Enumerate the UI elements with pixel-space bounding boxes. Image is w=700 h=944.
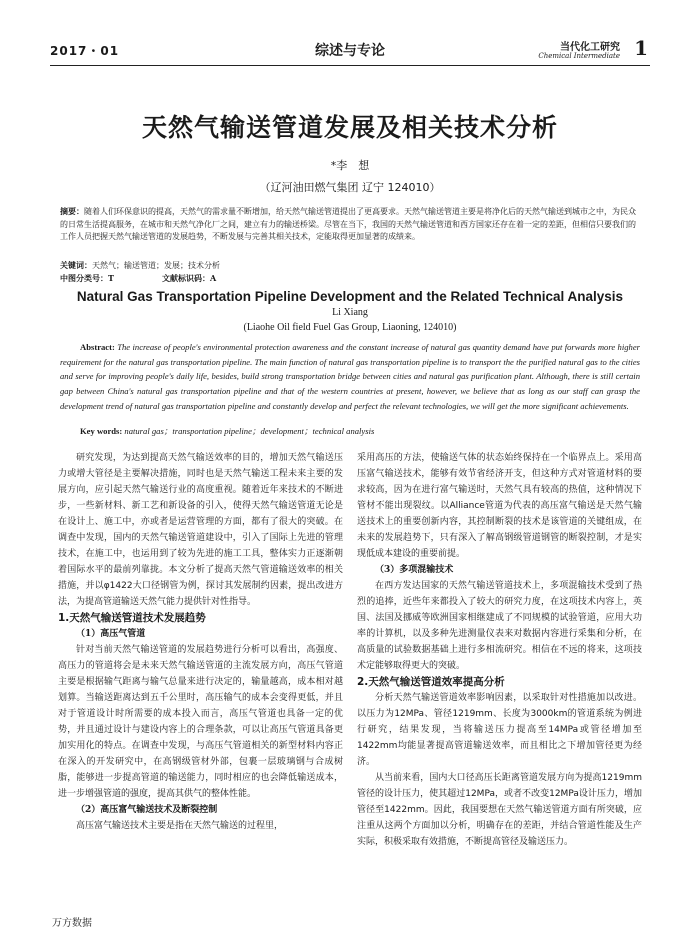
section-name: 综述与专论 [315,43,385,59]
clc-label: 中图分类号： [60,273,108,283]
abstract-cn [60,206,640,244]
journal-name-cn: 当代化工研究 [560,42,620,53]
journal-name-en: Chemical Intermediate [538,52,620,60]
intro-paragraph: 研究发现，为达到提高天然气输送效率的目的，增加天然气输送压力或增大管径是主要解决措施，同时也是天然气输送工程未来主要的发展方向，应引起天然气输送行业的高度重视。随着近年来技术的不断进步，一些新材料、新工艺和新设备的引入，使得天然气输送管道无论是在设计上、施工中，亦或者是运营管理的方面，都有了很大的突破。在调查中发现，国内的天然气输送管道建设中，引入了国际上先进的管理技术，在施工中，也运用到了较为先进的施工工具，整体实力正逐渐朝着国际水平的最前列靠拢。本文分析了提高天然气管道输送效率的相关措施，并以φ1422大口径钢管为例，探讨其发展制约因素，提出改进方法，为提高管道输送天然气能力提供针对性指导。 [58,453,343,607]
footer-source: 万方数据 [52,918,92,929]
english-affiliation: (Liaohe Oil field Fuel Gas Group, Liaoning, 124010) [243,322,457,333]
section-heading-1: 1.天然气输送管道技术发展趋势 [58,612,206,624]
section-heading-2: 2.天然气输送管道效率提高分析 [357,676,505,688]
abstract-cn-text: 随着人们环保意识的提高，天然气的需求量不断增加，给天然气输送管道提出了更高要求。天然气输送管道主要是将净化后的天然气输送到城市之中，为民众的日常生活提高服务，在城市和天然气净化厂之间，建立有力的输送桥梁。尽管在当下，我国的天然气输送管道和西方国家还存在着一定的差距，但相信只要我们的工作人员把握天然气输送管道的发展趋势，不断发展与完善其相关技术，定能取得更加显著的成绩来。 [60,207,636,242]
paragraph: 从当前来看，国内大口径高压长距离管道发展方向为提高1219mm管径的设计压力，使其超过12MPa，或者不改变12MPa设计压力，增加管径至1422mm。因此，我国要想在天然气输送管道方面有所突破，应注重从这两个方面加以分析，明确存在的差距，并结合管道性能及生产实际，积极采取有效措施，不断提高管径及输送压力。 [357,773,642,847]
paragraph: 针对当前天然气输送管道的发展趋势进行分析可以看出，高强度、高压力的管道将会是未来天然气输送管道的主流发展方向，高压气管道主要是根据输气距离与输气总量来进行决定的，输量越高，成本相对越划算。当输送距离达到五千公里时，高压输气的成本会变得更低，并且对于管道设计时所需要的成本投入而言，高压气管道也具备一定的优势，并且通过设计与建设内容上的合理条款，可以让高压气管道具备更加实用化的特点。在调查中发现，与高压气管道相关的新型材料内容正在深入的开发研究中，在高钢级管材外部，包裹一层玻璃钢与合成树脂，能够进一步提高管道的输送能力，同时相应的也会降低输送成本，进一步增强管道的强度，提高其供气的整体性能。 [58,645,343,799]
affiliation: （辽河油田燃气集团 辽宁 124010） [259,181,441,194]
subsection-heading-1-1: （1）高压气管道 [76,629,146,639]
english-abstract: Abstract: The increase of people's environmental protection awareness and the constant increase of natural gas quantity demand have put forwards more higher requirement for the natural gas transportation pipeline. The main function of natural gas transportation pipeline is to transport the the purified natural gas to the cities and serve for improving people's daily life, besides, build strong transportation bridge between cities and natural gas purification plant. Although, there is still certain gap between China's natural gas transportation pipeline and that of the western countries at present, however, we believe that as long as our staff can grasp the development trend of natural gas transportation pipeline and constantly develop and perfect the relevant technologies, we will get the more significant achievements. [60,342,640,411]
paragraph: 分析天然气输送管道效率影响因素，以采取针对性措施加以改进。以压力为12MPa、管径1219mm、长度为3000km的管道系统为例进行研究，结果发现，当将输送压力提高至14MPa或管径增加至1422mm均能显著提高管道输送效率，而且相比之下增加管径更为经济。 [357,693,642,767]
english-keywords: Key words: natural gas；transportation pipeline；development；technical analysis [80,426,375,436]
keywords-cn-label: 关键词： [60,260,92,270]
english-abstract-text: The increase of people's environmental protection awareness and the constant increase of natural gas quantity demand have put forwards more higher requirement for the natural gas transportation pipeline. The main function of natural gas transportation pipeline is to transport the the purified natural gas to the cities and serve for improving people's daily life, besides, build strong transportation bridge between cities and natural gas purification plant. Although, there is still certain gap between China's natural gas transportation pipeline and that of the western countries at present, however, we believe that as long as our staff can grasp the development trend of natural gas transportation pipeline and constantly develop and perfect the relevant technologies, we will get the more significant achievements. [60,342,640,411]
keywords-cn [60,260,640,271]
doc-code-label: 文献标识码： [161,273,210,283]
paragraph: 在西方发达国家的天然气输送管道技术上，多项混输技术受到了热烈的追捧，近些年来都投入了较大的研究力度，在这项技术内容上，英国、法国及挪威等欧洲国家相继建成了不同规模的试验管道，应用大功率的计算机，以及多种先进测量仪表来对数据内容进行采集和分析，在高质量的试验数据基础上进行多相流研究。相信在不远的将来，这项技术定能够取得更大的突破。 [357,581,642,671]
subsection-heading-1-2: （2）高压富气输送技术及断裂控制 [76,805,218,815]
body-left-column [58,450,343,834]
classification [60,273,640,284]
paragraph: 采用高压的方法，使输送气体的状态始终保持在一个临界点上。采用高压富气输送技术，能够有效节省经济开支，但这种方式对管道材料的要求较高，因为在进行富气输送时，天然气具有较高的热值，这种情况下管材不能出现裂纹。以Alliance管道为代表的高压富气输送是天然气输送技术上的重要创新内容，其控制断裂的技术是该管道的关键组成，在未来的发展趋势下，只有深入了解高钢级管道钢管的断裂控制，才是实现低成本建设的重要前提。 [357,453,642,559]
author: *李 想 [330,159,370,172]
clc-code: T [108,273,114,283]
paragraph: 高压富气输送技术主要是指在天然气输送的过程里， [76,821,284,831]
english-abstract-label: Abstract [80,342,112,352]
keywords-cn-text: 天然气；输送管道；发展；技术分析 [92,261,220,270]
issue-number: 2017・01 [50,44,120,58]
page-number: 1 [634,36,648,60]
english-title: Natural Gas Transportation Pipeline Development and the Related Technical Analysis [76,289,624,304]
body-right-column [357,450,642,850]
english-keywords-text: natural gas；transportation pipeline；development；technical analysis [124,426,375,436]
english-author: Li Xiang [332,307,368,318]
english-keywords-label: Key words [80,426,120,436]
header-divider [50,65,650,66]
paper-title: 天然气输送管道发展及相关技术分析 [141,113,558,142]
subsection-heading-1-3: （3）多项混输技术 [375,565,454,575]
doc-code: A [209,273,217,283]
abstract-cn-label: 摘要： [60,207,84,216]
